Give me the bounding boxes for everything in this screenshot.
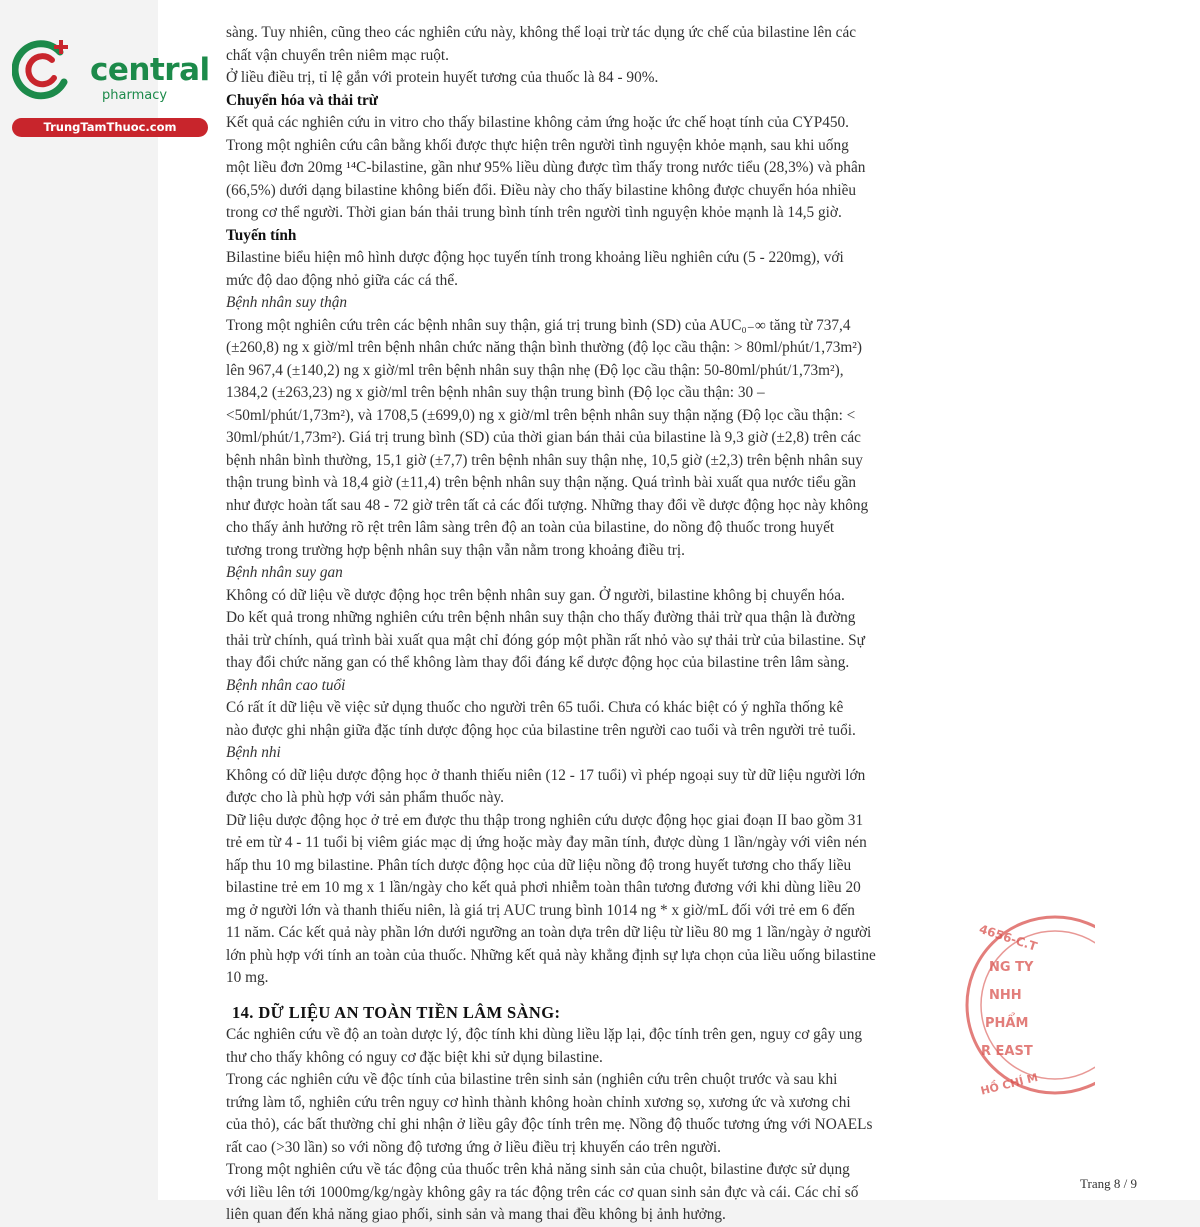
svg-text:PHẨM: PHẨM bbox=[985, 1016, 1029, 1031]
svg-text:NHH: NHH bbox=[989, 988, 1022, 1003]
subheading-renal: Bệnh nhân suy thận bbox=[226, 294, 348, 311]
logo-banner: TrungTamThuoc.com bbox=[12, 118, 208, 137]
text-line: hấp thu 10 mg bilastine. Phân tích dược động học của dữ liệu nồng độ trong huyết tương cho thấy liều bbox=[226, 856, 852, 874]
central-pharmacy-logo bbox=[12, 38, 212, 138]
text-line: liên quan đến khả năng giao phối, sinh sản và mang thai đều không bị ảnh hưởng. bbox=[226, 1206, 726, 1223]
text-line: Các nghiên cứu về độ an toàn dược lý, độc tính khi dùng liều lặp lại, độc tính trên gen, nguy cơ gây ung bbox=[226, 1026, 862, 1043]
text-line: lên 967,4 (±140,2) ng x giờ/ml trên bệnh nhân suy thận nhẹ (Độ lọc cầu thận: 50-80ml/phút/1,73m²), bbox=[226, 361, 844, 379]
text-line: Kết quả các nghiên cứu in vitro cho thấy bilastine không cảm ứng hoặc ức chế hoạt tính của CYP450. bbox=[226, 114, 849, 131]
text-line: của thỏ), các bất thường chỉ ghi nhận ở liều gây độc tính trên mẹ. Nồng độ thuốc tương ứng với NOAELs bbox=[226, 1116, 873, 1133]
text-line: thư cho thấy không có nguy cơ đặc biệt khi sử dụng bilastine. bbox=[226, 1048, 603, 1066]
text-line: thải trừ chính, quá trình bài xuất qua mật chỉ đóng góp một phần rất nhỏ vào sự thải trừ của bilastine. Sự bbox=[226, 631, 865, 649]
text-line: thận trung bình và 18,4 giờ (±11,4) trên bệnh nhân suy thận nặng. Quá trình bài xuất qua nước tiểu gần bbox=[226, 474, 857, 491]
text-line: một liều đơn 20mg ¹⁴C-bilastine, gần như 95% liều dùng được tìm thấy trong nước tiểu (28,3%) và phân bbox=[226, 159, 866, 176]
text-line: Có rất ít dữ liệu về việc sử dụng thuốc cho người trên 65 tuổi. Chưa có khác biệt có ý nghĩa thống kê bbox=[226, 699, 844, 716]
subheading-hepatic: Bệnh nhân suy gan bbox=[226, 564, 343, 581]
svg-text:NG TY: NG TY bbox=[989, 960, 1034, 975]
text-line: Trong các nghiên cứu về độc tính của bilastine trên sinh sản (nghiên cứu trên chuột trước và sau khi bbox=[226, 1071, 838, 1088]
text-line: thay đổi chức năng gan có thể không làm thay đổi đáng kể dược động học của bilastine trên lâm sàng. bbox=[226, 654, 850, 671]
page-number: Trang 8 / 9 bbox=[1080, 1176, 1137, 1191]
text-line: như được hoàn tất sau 48 - 72 giờ trên tất cả các đối tượng. Những thay đổi về dược động học này không bbox=[226, 496, 869, 514]
text-line: tương trong trường hợp bệnh nhân suy thận vẫn nằm trong khoảng điều trị. bbox=[226, 541, 685, 559]
text-line: sàng. Tuy nhiên, cũng theo các nghiên cứu này, không thể loại trừ tác dụng ức chế của bilastine lên các bbox=[226, 24, 857, 41]
text-line: Do kết quả trong những nghiên cứu trên bệnh nhân suy thận cho thấy đường thải trừ qua thận là đường bbox=[226, 609, 856, 626]
logo-wordmark: central bbox=[90, 52, 210, 88]
text-line: bilastine trẻ em 10 mg x 1 lần/ngày cho kết quả phơi nhiễm toàn thân tương đương với khi dùng liều 20 bbox=[226, 879, 861, 896]
text-line: mg ở người lớn và thanh thiếu niên, là giá trị AUC trung bình 1014 ng * x giờ/mL đối với trẻ em 6 đến bbox=[226, 901, 855, 919]
text-line: lớn phù hợp với tính an toàn của thuốc. Những kết quả này khẳng định sự lựa chọn của liều uống bilastine bbox=[226, 946, 876, 964]
text-line: 1384,2 (±263,23) ng x giờ/ml trên bệnh nhân suy thận trung bình (Độ lọc cầu thận: 30 – bbox=[226, 384, 765, 401]
logo-subtitle: pharmacy bbox=[102, 88, 168, 103]
text-line: Dữ liệu dược động học ở trẻ em được thu thập trong nghiên cứu dược động học giai đoạn II bao gồm 31 bbox=[226, 811, 864, 829]
text-line: Bilastine biểu hiện mô hình dược động học tuyến tính trong khoảng liều nghiên cứu (5 - 220mg), với bbox=[226, 249, 844, 266]
logo-mark-icon bbox=[12, 38, 76, 102]
text-line: (±260,8) ng x giờ/ml trên bệnh nhân chức năng thận bình thường (độ lọc cầu thận: > 80ml/phút/1,73m²) bbox=[226, 339, 862, 356]
text-line: Trong một nghiên cứu về tác động của thuốc trên khả năng sinh sản của chuột, bilastine được sử dụng bbox=[226, 1161, 850, 1178]
text-line: cho thấy ảnh hưởng rõ rệt trên lâm sàng trên độ an toàn của bilastine, do nồng độ thuốc trong huyết bbox=[226, 519, 835, 536]
text-line: mức độ dao động nhỏ giữa các cá thể. bbox=[226, 271, 458, 289]
heading-linearity: Tuyến tính bbox=[226, 226, 297, 244]
text-line: 10 mg. bbox=[226, 969, 269, 986]
subheading-pediatric: Bệnh nhi bbox=[226, 744, 281, 761]
text-line: trẻ em từ 4 - 11 tuổi bị viêm giác mạc dị ứng hoặc mày đay mãn tính, được dùng 1 lần/ngày với viên nén bbox=[226, 834, 867, 851]
text-line: trong cơ thể người. Thời gian bán thải trung bình tính trên người tình nguyện khỏe mạnh là 14,5 giờ. bbox=[226, 204, 842, 221]
text-line: 30ml/phút/1,73m²). Giá trị trung bình (SD) của thời gian bán thải của bilastine là 9,3 giờ (±2,8) trên các bbox=[226, 429, 861, 446]
text-line: <50ml/phút/1,73m²), và 1708,5 (±699,0) ng x giờ/ml trên bệnh nhân suy thận nặng (Độ lọc cầu thận: < bbox=[226, 406, 856, 424]
svg-text:R EAST: R EAST bbox=[981, 1044, 1033, 1059]
text-line: Trong một nghiên cứu cân bằng khối được thực hiện trên người tình nguyện khỏe mạnh, sau khi uống bbox=[226, 136, 849, 154]
text-line: trứng làm tổ, nghiên cứu trên nguy cơ hình thành không hoàn chỉnh xương sọ, xương ức và xương chi bbox=[226, 1093, 851, 1111]
text-line: Trong một nghiên cứu trên các bệnh nhân suy thận, giá trị trung bình (SD) của AUC₀₋∞ tăng từ 737,4 bbox=[226, 316, 851, 334]
text-line: với liều lên tới 1000mg/kg/ngày không gây ra tác động trên các cơ quan sinh sản đực và cái. Các chỉ số bbox=[226, 1183, 859, 1201]
text-line: nào được ghi nhận giữa đặc tính dược động học của bilastine trên người cao tuổi và trên người trẻ tuổi. bbox=[226, 721, 856, 739]
text-line: Không có dữ liệu về dược động học trên bệnh nhân suy gan. Ở người, bilastine không bị chuyển hóa. bbox=[226, 586, 845, 604]
text-line: 11 năm. Các kết quả này phần lớn dưới ngưỡng an toàn dựa trên dữ liệu từ liều 80 mg 1 lần/ngày ở người bbox=[226, 924, 872, 941]
document-body bbox=[226, 22, 1008, 1227]
text-line: rất cao (>30 lần) so với nồng độ tương ứng ở liều điều trị khuyến cáo trên người. bbox=[226, 1138, 721, 1156]
text-line: được cho là phù hợp với sản phẩm thuốc này. bbox=[226, 789, 504, 806]
section-14-heading: 14. DỮ LIỆU AN TOÀN TIỀN LÂM SÀNG: bbox=[232, 1002, 561, 1022]
text-line: Không có dữ liệu dược động học ở thanh thiếu niên (12 - 17 tuổi) vì phép ngoại suy từ dữ liệu người lớn bbox=[226, 766, 866, 784]
subheading-elderly: Bệnh nhân cao tuổi bbox=[226, 676, 346, 694]
heading-metabolism: Chuyển hóa và thải trừ bbox=[226, 91, 378, 109]
text-line: Ở liều điều trị, tỉ lệ gắn với protein huyết tương của thuốc là 84 - 90%. bbox=[226, 69, 659, 86]
text-line: (66,5%) dưới dạng bilastine không biến đổi. Điều này cho thấy bilastine không được chuyển hóa nhiều bbox=[226, 181, 857, 199]
text-line: chất vận chuyển trên niêm mạc ruột. bbox=[226, 46, 449, 64]
text-line: bệnh nhân bình thường, 15,1 giờ (±7,7) trên bệnh nhân suy thận nhẹ, 10,5 giờ (±2,3) trên bệnh nhân suy bbox=[226, 451, 863, 469]
company-seal-stamp bbox=[955, 905, 1095, 1105]
svg-text:4656-C.T: 4656-C.T bbox=[977, 921, 1039, 954]
svg-text:HỒ CHÍ M: HỒ CHÍ M bbox=[979, 1070, 1040, 1098]
